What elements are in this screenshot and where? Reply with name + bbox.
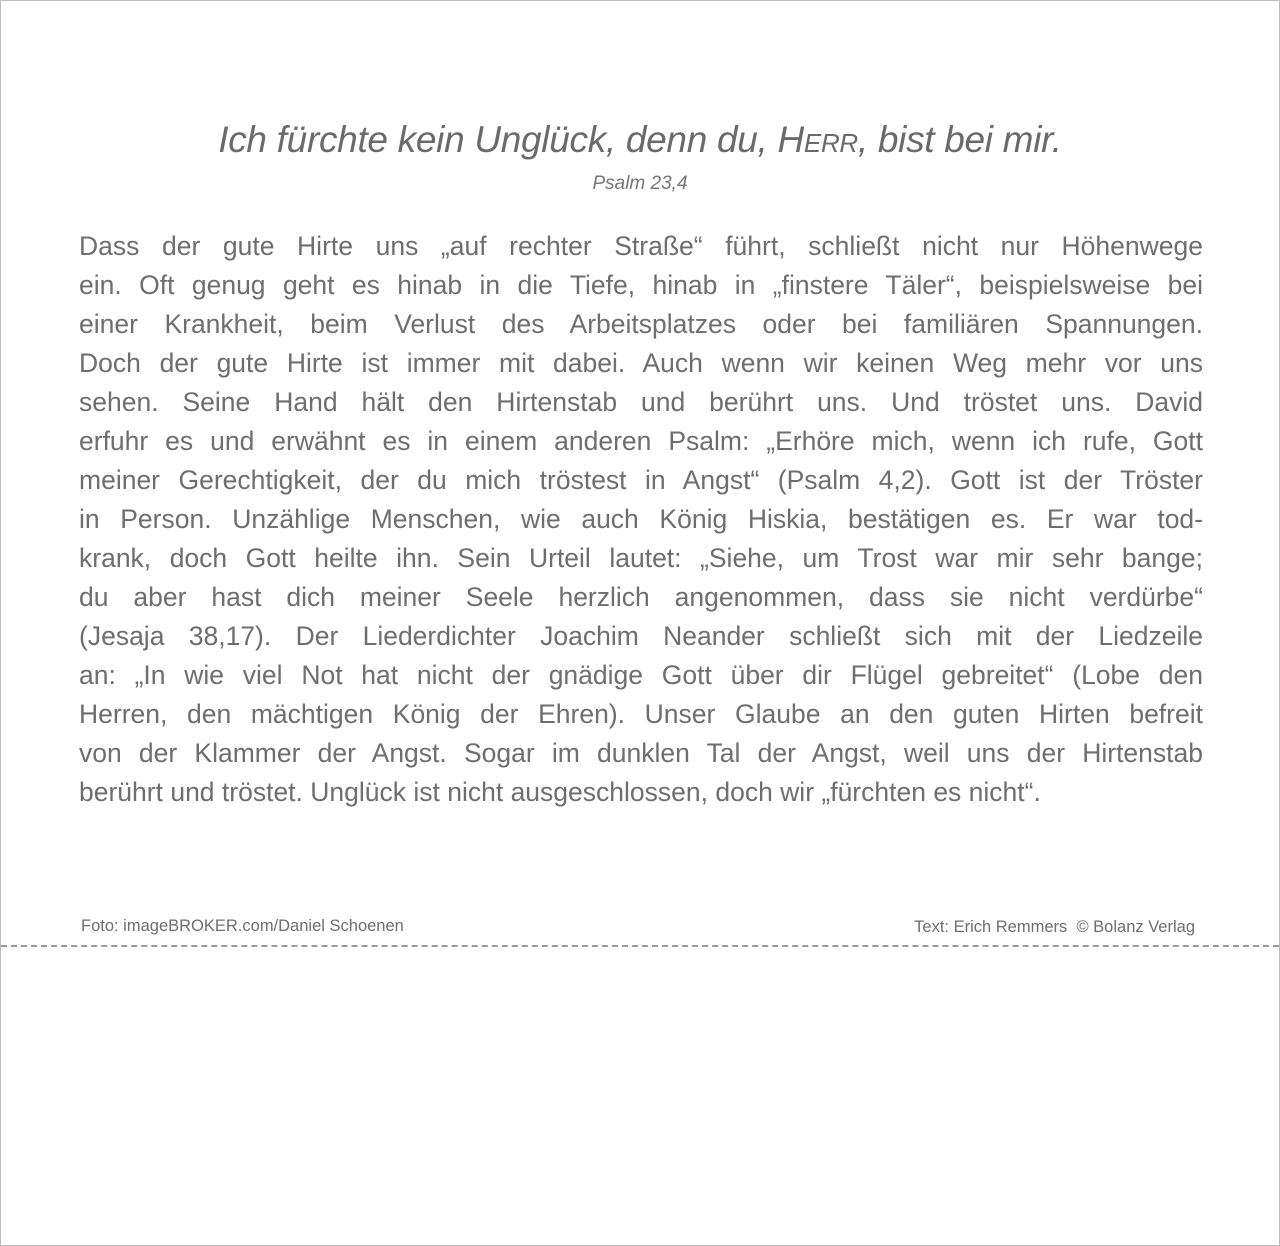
- text-line: Herren, den mächtigen König der Ehren). Unser Glaube an den guten Hirten befreit: [79, 699, 1203, 729]
- text-line: (Jesaja 38,17). Der Liederdichter Joachim Neander schließt sich mit der Liedzeile: [79, 621, 1203, 651]
- bible-verse-heading: [1, 119, 1279, 161]
- text-line: erfuhr es und erwähnt es in einem anderen Psalm: „Erhöre mich, wenn ich rufe, Gott: [79, 426, 1203, 456]
- text-line: Dass der gute Hirte uns „auf rechter Straße“ führt, schließt nicht nur Höhenwege: [79, 231, 1203, 261]
- text-line: du aber hast dich meiner Seele herzlich angenommen, dass sie nicht verdürbe“: [79, 582, 1203, 612]
- text-line: krank, doch Gott heilte ihn. Sein Urteil lautet: „Siehe, um Trost war mir sehr bange;: [79, 543, 1203, 573]
- text-credit-block: [914, 918, 1195, 937]
- text-line: berührt und tröstet. Unglück ist nicht ausgeschlossen, doch wir „fürchten es nicht“.: [79, 777, 1041, 807]
- verse-part-2: , bist bei mir.: [857, 119, 1062, 160]
- devotional-text: [79, 227, 1203, 812]
- text-line: ein. Oft genug geht es hinab in die Tiefe, hinab in „finstere Täler“, beispielsweise bei: [79, 270, 1203, 300]
- text-line: in Person. Unzählige Menschen, wie auch König Hiskia, bestätigen es. Er war tod-: [79, 504, 1203, 534]
- text-line: an: „In wie viel Not hat nicht der gnädige Gott über dir Flügel gebreitet“ (Lobe den: [79, 660, 1203, 690]
- verse-part-1: Ich fürchte kein Unglück, denn du,: [218, 119, 778, 160]
- text-credit: Text: Erich Remmers: [914, 918, 1068, 936]
- herr-initial: H: [777, 119, 804, 160]
- text-line: von der Klammer der Angst. Sogar im dunklen Tal der Angst, weil uns der Hirtenstab: [79, 738, 1203, 768]
- publisher-credit: © Bolanz Verlag: [1076, 918, 1195, 936]
- dashed-cut-line: [1, 945, 1279, 947]
- text-line: Doch der gute Hirte ist immer mit dabei. Auch wenn wir keinen Weg mehr vor uns: [79, 348, 1203, 378]
- text-line: meiner Gerechtigkeit, der du mich tröstest in Angst“ (Psalm 4,2). Gott ist der Tröster: [79, 465, 1203, 495]
- photo-credit: Foto: imageBROKER.com/Daniel Schoenen: [81, 917, 404, 935]
- text-line: sehen. Seine Hand hält den Hirtenstab und berührt uns. Und tröstet uns. David: [79, 387, 1203, 417]
- herr-small-caps: ERR: [803, 128, 858, 158]
- text-line: einer Krankheit, beim Verlust des Arbeitsplatzes oder bei familiären Spannungen.: [79, 309, 1203, 339]
- verse-reference: Psalm 23,4: [592, 173, 688, 194]
